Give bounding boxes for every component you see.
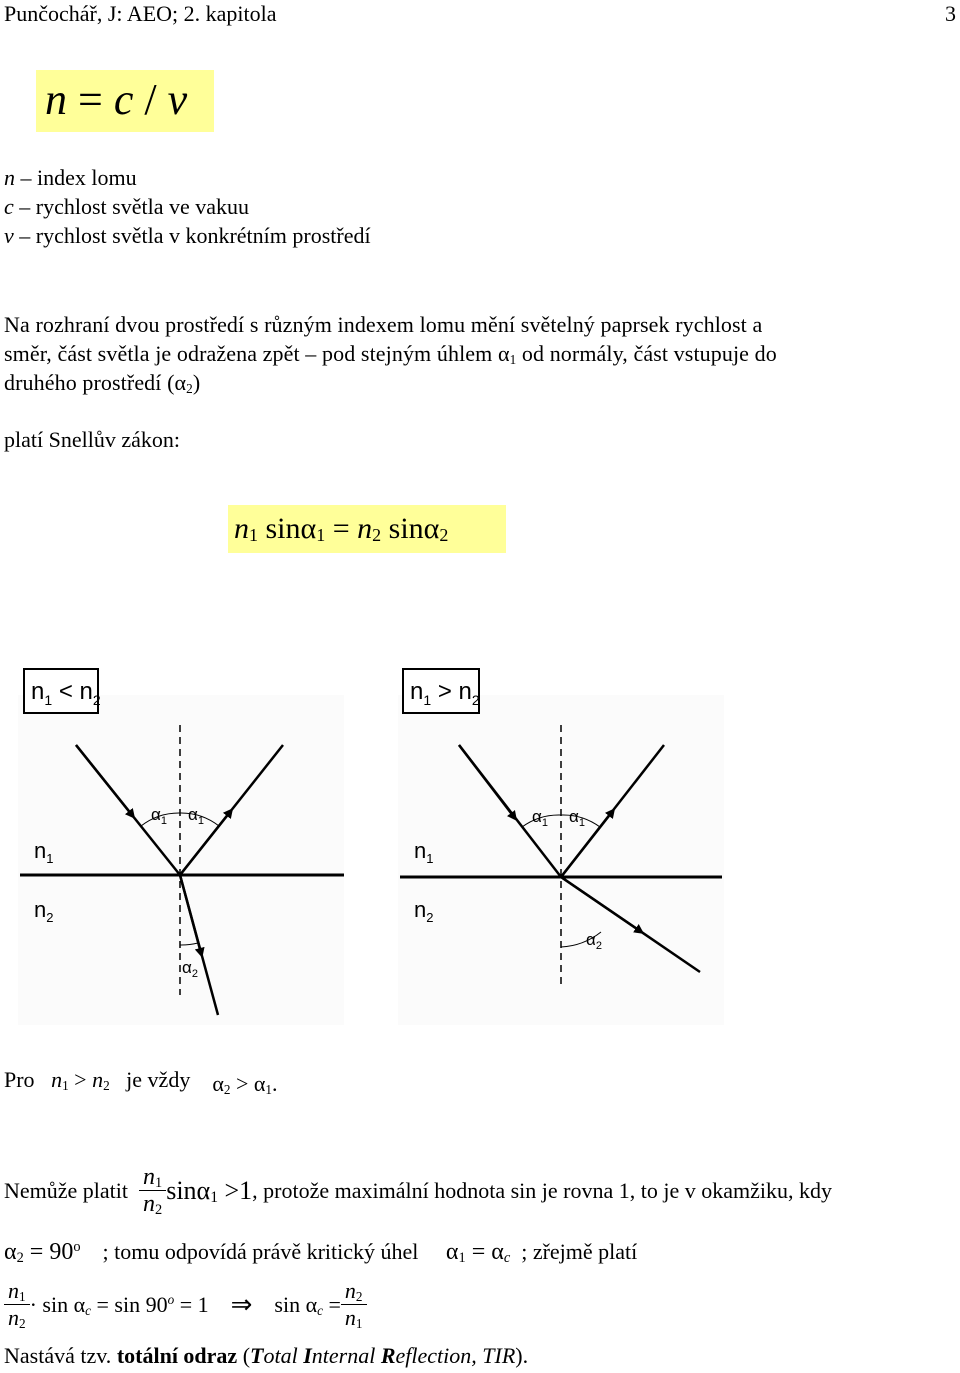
legend-item-v: v – rychlost světla v konkrétním prostředí	[4, 223, 371, 248]
svg-text:α2: $\alpha_2$	[182, 958, 198, 980]
critical-angle-line: $\alpha_2 = 90^o$ ; tomu odpovídá právě kritický úhel $\alpha_1 = \alpha_c$ ; zřejmě platí	[4, 1239, 638, 1266]
svg-text:α2: $\alpha_2$	[586, 930, 602, 952]
refraction-diagrams	[0, 655, 960, 1030]
svg-text:n2: $n_2$	[414, 897, 434, 925]
paragraph-line-1: Na rozhraní dvou prostředí s různým indexem lomu mění světelný paprsek rychlost a	[4, 312, 763, 337]
legend-item-n: n – index lomu	[4, 165, 137, 190]
formula-eq: =	[67, 75, 114, 124]
snell-intro: platí Snellův zákon:	[4, 427, 180, 452]
refraction-paragraph	[4, 310, 960, 397]
right-box-label: $n_1 > n_2$	[410, 678, 480, 708]
svg-text:α1: $\alpha_1$	[532, 807, 548, 829]
formula-slash: /	[133, 75, 168, 124]
formula-c: c	[113, 75, 134, 124]
conclusion-line: Nastává tzv. totální odraz (Total Internal Reflection, TIR).	[4, 1343, 529, 1368]
svg-text:n1: $n_1$	[414, 838, 434, 866]
svg-text:α1: $\alpha_1$	[188, 805, 204, 827]
formula-v: v	[167, 75, 188, 124]
svg-text:n1: $n_1$	[34, 838, 54, 866]
svg-text:α1: $\alpha_1$	[151, 805, 167, 827]
svg-text:n2: $n_2$	[34, 897, 54, 925]
svg-text:α1: $\alpha_1$	[569, 807, 585, 829]
paragraph-line-3: druhého prostředí $(\alpha_2)$	[4, 370, 201, 396]
derivation-line: $\frac{n_1}{n_2}$ · $\sin \alpha_c = \sin 90^o = 1$ ⇒ $\sin \alpha_c$ = $\frac{n_2}{n_1}$	[4, 1278, 367, 1331]
left-box-label: $n_1 < n_2$	[31, 678, 101, 708]
paragraph-line-2: směr, část světla je odražena zpět – pod stejným úhlem $\alpha_1$ od normály, část vstupuje do	[4, 341, 777, 367]
nemuze-line: Nemůže platit $\frac{n_1}{n_2}$ sinα$_1$ >1 , protože maximální hodnota sin je rovna 1, to je v okamžiku, kdy	[4, 1164, 832, 1218]
pro-line: Pro $n_1 > n_2$ je vždy $\alpha_2 > \alpha_1$.	[4, 1067, 278, 1097]
refractive-index-formula	[36, 70, 214, 132]
legend-item-c: c – rychlost světla ve vakuu	[4, 194, 249, 219]
formula-n: n	[45, 75, 67, 124]
page-header-left: Punčochář, J: AEO; 2. kapitola	[4, 1, 277, 26]
page-number: 3	[945, 1, 956, 26]
snell-law-formula: $n_1$ $\sin\alpha_1 = n_2$ sinα$_2$	[228, 505, 506, 553]
